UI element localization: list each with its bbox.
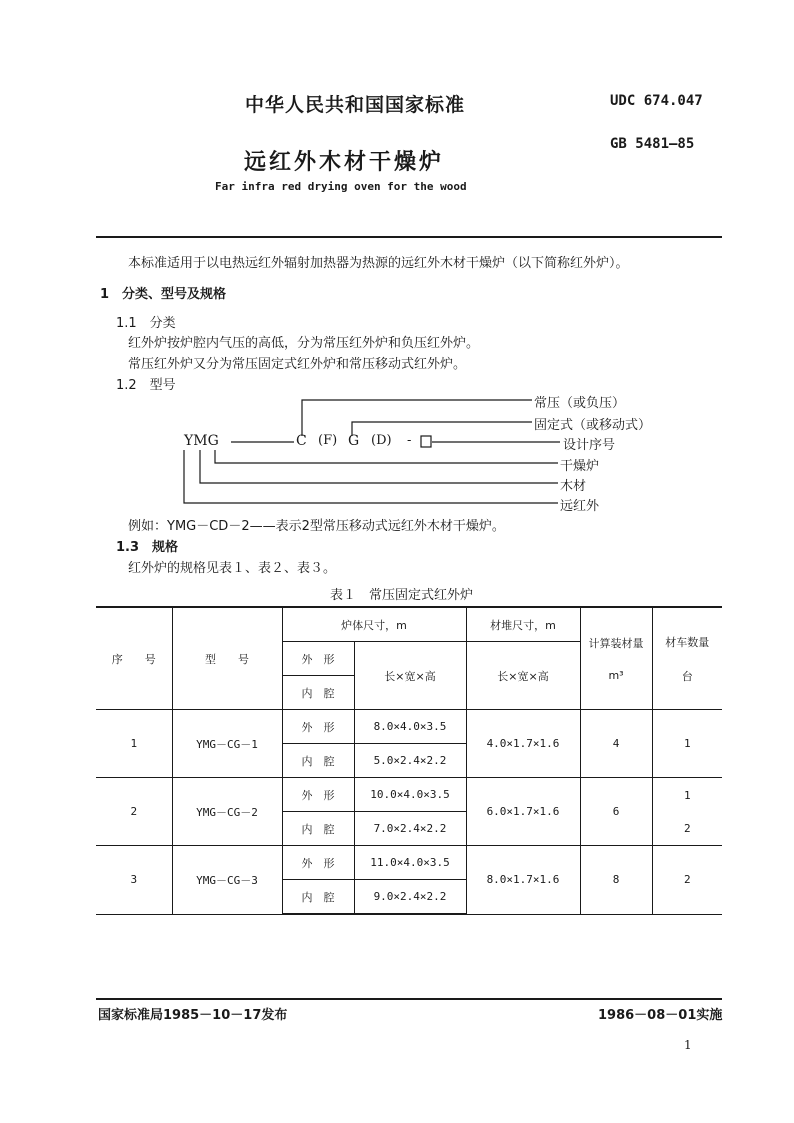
diagram-label-serial: 设计序号: [563, 438, 616, 453]
cell-carts: 2: [652, 846, 722, 915]
header-inner: 内 腔: [282, 676, 354, 710]
cell-model: YMG－CG－2: [172, 778, 282, 846]
code-c: C: [296, 433, 307, 449]
section-1-3-text: 红外炉的规格见表１、表２、表３。: [128, 561, 337, 576]
table-row: [96, 778, 722, 812]
header-stack-lwh: 长×宽×高: [466, 642, 580, 710]
code-g: G: [348, 433, 360, 449]
cell-inner-label: 内 腔: [282, 880, 354, 915]
code-f: (F): [318, 433, 338, 448]
section-1-1-line-2: 常压红外炉又分为常压固定式红外炉和常压移动式红外炉。: [128, 357, 467, 372]
page-number: 1: [684, 1038, 692, 1052]
cell-inner-size: 7.0×2.4×2.2: [354, 812, 466, 846]
cell-outer-size: 11.0×4.0×3.5: [354, 846, 466, 880]
spec-table: [96, 606, 722, 915]
section-1-heading: 1 分类、型号及规格: [100, 287, 227, 302]
gb-code: GB 5481—85: [610, 136, 695, 152]
header-carts-label: 材车数量: [665, 635, 710, 649]
header-capacity-label: 计算装材量: [588, 637, 644, 650]
footer-rule: [96, 998, 722, 1000]
udc-code: UDC 674.047: [610, 93, 703, 109]
section-1-1-line-1: 红外炉按炉腔内气压的高低，分为常压红外炉和负压红外炉。: [128, 336, 480, 351]
header-seq: 序 号: [96, 607, 172, 710]
header-carts-unit: 台: [681, 669, 693, 683]
cell-stack-size: 6.0×1.7×1.6: [466, 778, 580, 846]
model-example: 例如：YMG－CD－2——表示2型常压移动式远红外木材干燥炉。: [128, 519, 505, 534]
section-1-3-heading: 1.3 规格: [116, 540, 179, 555]
code-ymg: YMG: [184, 433, 219, 449]
intro-paragraph: 本标准适用于以电热远红外辐射加热器为热源的远红外木材干燥炉（以下简称红外炉）。: [128, 256, 629, 271]
section-1-2-heading: 1.2 型号: [116, 378, 176, 393]
header-capacity: [580, 607, 652, 710]
diagram-label-wood: 木材: [560, 479, 587, 494]
model-code-diagram: [0, 390, 794, 515]
effective-date: 1986－08－01实施: [598, 1008, 723, 1023]
header-outer: 外 形: [282, 642, 354, 676]
cell-capacity: 8: [580, 846, 652, 915]
cell-carts: 1: [652, 710, 722, 778]
cell-carts-b: 2: [683, 821, 691, 835]
header-carts: [652, 607, 722, 710]
cell-outer-label: 外 形: [282, 846, 354, 880]
cell-outer-label: 外 形: [282, 778, 354, 812]
cell-outer-size: 8.0×4.0×3.5: [354, 710, 466, 744]
cell-seq: 1: [96, 710, 172, 778]
cell-inner-size: 5.0×2.4×2.2: [354, 744, 466, 778]
header-model: 型 号: [172, 607, 282, 710]
cell-outer-label: 外 形: [282, 710, 354, 744]
cell-inner-label: 内 腔: [282, 744, 354, 778]
cell-inner-label: 内 腔: [282, 812, 354, 846]
header-furnace-size: 炉体尺寸，m: [282, 607, 466, 642]
section-1-1-heading: 1.1 分类: [116, 316, 176, 331]
diagram-label-far-infrared: 远红外: [560, 499, 600, 514]
cell-model: YMG－CG－3: [172, 846, 282, 915]
table-caption: 表１ 常压固定式红外炉: [330, 588, 474, 603]
header-lwh: 长×宽×高: [354, 642, 466, 710]
table-row: [96, 846, 722, 880]
table-row: [96, 710, 722, 744]
cell-seq: 3: [96, 846, 172, 915]
cell-carts: [652, 778, 722, 846]
cell-capacity: 6: [580, 778, 652, 846]
table-header-row: [96, 607, 722, 642]
code-d: (D): [371, 433, 392, 448]
doc-title-cn: 远红外木材干燥炉: [244, 150, 445, 175]
diagram-label-oven: 干燥炉: [560, 459, 600, 474]
cell-outer-size: 10.0×4.0×3.5: [354, 778, 466, 812]
cell-seq: 2: [96, 778, 172, 846]
header-capacity-unit: m³: [608, 669, 624, 682]
cell-carts-a: 1: [683, 788, 691, 802]
cell-model: YMG－CG－1: [172, 710, 282, 778]
header-stack-size: 材堆尺寸，m: [466, 607, 580, 642]
diagram-label-pressure: 常压（或负压）: [534, 396, 626, 411]
cell-capacity: 4: [580, 710, 652, 778]
org-standard-title: 中华人民共和国国家标准: [245, 94, 466, 116]
cell-stack-size: 8.0×1.7×1.6: [466, 846, 580, 915]
cell-stack-size: 4.0×1.7×1.6: [466, 710, 580, 778]
diagram-label-mobility: 固定式（或移动式）: [534, 418, 652, 433]
doc-title-en: Far infra red drying oven for the wood: [215, 180, 467, 193]
header-rule: [96, 236, 722, 238]
code-dash: -: [407, 433, 412, 448]
cell-inner-size: 9.0×2.4×2.2: [354, 880, 466, 915]
issued-date: 国家标准局1985－10－17发布: [98, 1008, 288, 1023]
